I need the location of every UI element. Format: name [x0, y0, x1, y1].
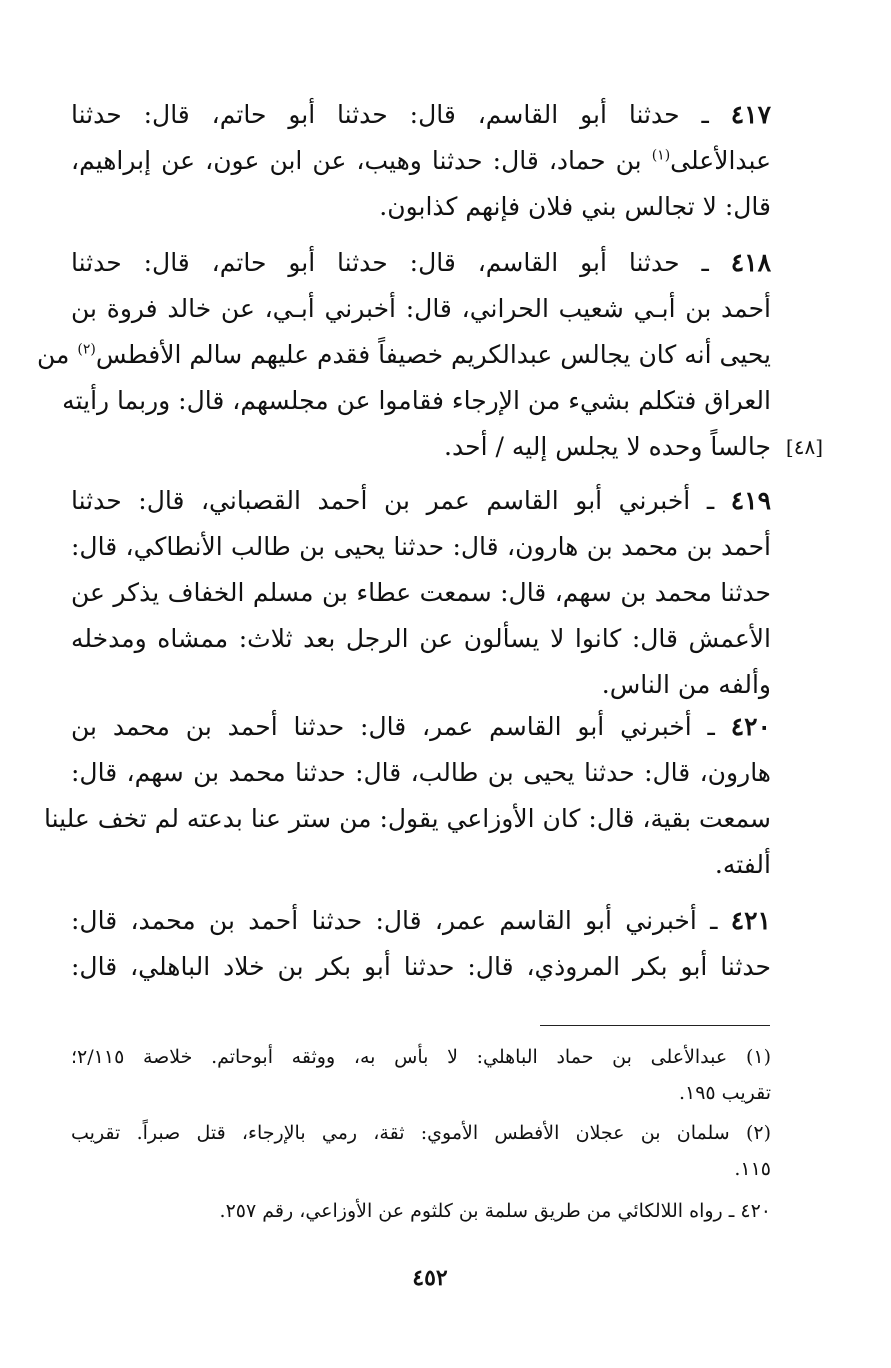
- entry-number-417: ٤١٧: [730, 100, 772, 129]
- paragraph-418-line-4: العراق فتكلم بشيء من الإرجاء فقاموا عن مجلسهم، قال: وربما رأيته: [62, 386, 771, 415]
- footnote-1-line-2: تقريب ١٩٥.: [678, 1082, 771, 1104]
- footnote-marker-1: (١): [745, 1046, 771, 1068]
- margin-page-marker: [٤٨]: [785, 435, 823, 459]
- paragraph-418-line-2: أحمد بن أبـي شعيب الحراني، قال: أخبرني أبـي، عن خالد فروة بن: [71, 294, 771, 323]
- entry-number-419: ٤١٩: [730, 486, 772, 515]
- paragraph-419-line-5: وألفه من الناس.: [601, 670, 771, 699]
- entry-number-421: ٤٢١: [730, 906, 771, 935]
- entry-number-418: ٤١٨: [730, 248, 772, 277]
- paragraph-417-line-2: عبدالأعلى$^{(١)}$ بن حماد، قال: حدثنا وهيب، عن ابن عون، عن إبراهيم،: [71, 146, 771, 175]
- dash: ـ: [701, 248, 709, 277]
- footnote-separator: [540, 1025, 770, 1026]
- paragraph-420-line-3: سمعت بقية، قال: كان الأوزاعي يقول: من ستر عنا بدعته لم تخف علينا: [43, 804, 771, 833]
- footnote-2-line-1: (٢) سلمان بن عجلان الأفطس الأموي: ثقة، رمي بالإرجاء، قتل صبراً. تقريب: [71, 1122, 771, 1144]
- entry-number-420: ٤٢٠: [730, 712, 771, 741]
- dash: ـ: [706, 486, 715, 515]
- paragraph-419-line-4: الأعمش قال: كانوا لا يسألون عن الرجل بعد ثلاث: ممشاه ومدخله: [71, 624, 771, 653]
- paragraph-417-line-3: قال: لا تجالس بني فلان فإنهم كذابون.: [379, 192, 771, 221]
- footnote-ref-1: (١): [651, 147, 671, 164]
- paragraph-420-line-1: ٤٢٠ ـ أخبرني أبو القاسم عمر، قال: حدثنا أحمد بن محمد بن: [71, 712, 771, 741]
- paragraph-420-line-2: هارون، قال: حدثنا يحيى بن طالب، قال: حدثنا محمد بن سهم، قال:: [71, 758, 771, 787]
- paragraph-419-line-1: ٤١٩ ـ أخبرني أبو القاسم عمر بن أحمد القصباني، قال: حدثنا: [71, 486, 772, 515]
- footnote-420-line-1: ٤٢٠ ـ رواه اللالكائي من طريق سلمة بن كلثوم عن الأوزاعي، رقم ٢٥٧.: [219, 1200, 771, 1222]
- dash: ـ: [701, 100, 709, 129]
- paragraph-419-line-2: أحمد بن محمد بن هارون، قال: حدثنا يحيى بن طالب الأنطاكي، قال:: [71, 532, 771, 561]
- paragraph-417-line-1: ٤١٧ ـ حدثنا أبو القاسم، قال: حدثنا أبو حاتم، قال: حدثنا: [71, 100, 772, 129]
- paragraph-419-line-3: حدثنا محمد بن سهم، قال: سمعت عطاء بن مسلم الخفاف يذكر عن: [71, 578, 771, 607]
- paragraph-418-line-5: جالساً وحده لا يجلس إليه / أحد.: [444, 432, 771, 461]
- dash: ـ: [710, 906, 718, 935]
- paragraph-418-line-1: ٤١٨ ـ حدثنا أبو القاسم، قال: حدثنا أبو حاتم، قال: حدثنا: [71, 248, 772, 277]
- footnote-1-line-1: (١) عبدالأعلى بن حماد الباهلي: لا بأس به، ووثقه أبوحاتم. خلاصة ٢/١١٥؛: [71, 1046, 771, 1068]
- paragraph-421-line-1: ٤٢١ ـ أخبرني أبو القاسم عمر، قال: حدثنا أحمد بن محمد، قال:: [71, 906, 771, 935]
- footnote-ref-2: (٢): [77, 341, 96, 358]
- paragraph-421-line-2: حدثنا أبو بكر المروذي، قال: حدثنا أبو بكر بن خلاد الباهلي، قال:: [71, 952, 771, 981]
- footnote-2-line-2: ١١٥.: [734, 1158, 771, 1180]
- paragraph-420-line-4: ألفته.: [714, 850, 771, 879]
- footnote-marker-420: ٤٢٠ ـ: [728, 1200, 771, 1222]
- paragraph-418-line-3: يحيى أنه كان يجالس عبدالكريم خصيفاً فقدم عليهم سالم الأفطس$^{(٢)}$ من: [37, 340, 771, 369]
- dash: ـ: [707, 712, 715, 741]
- footnote-marker-2: (٢): [745, 1122, 771, 1144]
- page-number: ٤٥٢: [412, 1265, 448, 1291]
